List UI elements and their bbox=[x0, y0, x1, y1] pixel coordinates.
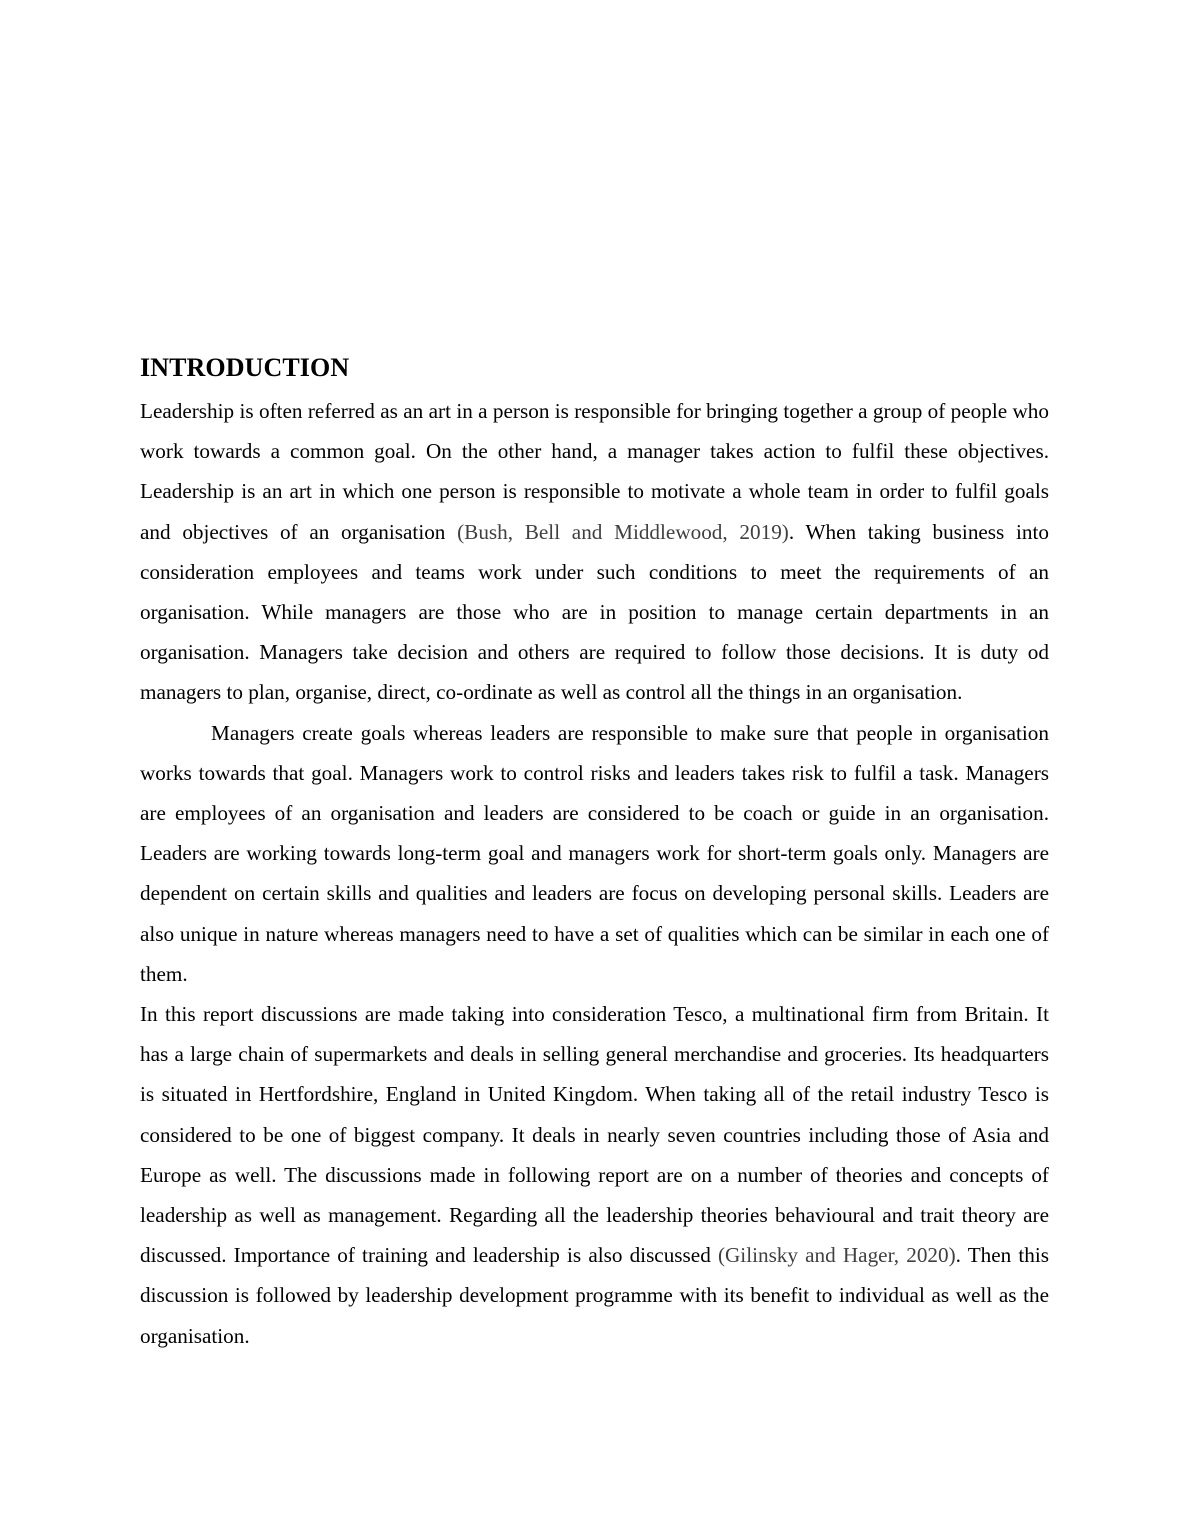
paragraph-2 bbox=[140, 713, 1049, 994]
section-heading: INTRODUCTION bbox=[140, 353, 350, 382]
paragraph-3-text-before: In this report discussions are made taking into consideration Tesco, a multinational firm from Britain. It has a large chain of supermarkets and deals in selling general merchandise and groceries. Its headquarters is situated in Hertfordshire, England in United Kingdom. When taking all of the retail industry Tesco is considered to be one of biggest company. It deals in nearly seven countries including those of Asia and Europe as well. The discussions made in following report are on a number of theories and concepts of leadership as well as management. Regarding all the leadership theories behavioural and trait theory are discussed. Importance of training and leadership is also discussed bbox=[140, 1002, 1049, 1268]
paragraph-1-text-before: Leadership is often referred as an art in a person is responsible for bringing together a group of people who work towards a common goal. On the other hand, a manager takes action to fulfil these objectives. Leadership is an art in which one person is responsible to motivate a whole team in order to fulfil goals and objectives of an organisation bbox=[140, 399, 1049, 544]
paragraph-2-text: Managers create goals whereas leaders are responsible to make sure that people in organisation works towards that goal. Managers work to control risks and leaders takes risk to fulfil a task. Managers are employees of an organisation and leaders are considered to be coach or guide in an organisation. Leaders are working towards long-term goal and managers work for short-term goals only. Managers are dependent on certain skills and qualities and leaders are focus on developing personal skills. Leaders are also unique in nature whereas managers need to have a set of qualities which can be similar in each one of them. bbox=[140, 720, 1049, 986]
citation-gilinsky-hager: (Gilinsky and Hager, 2020) bbox=[717, 1243, 956, 1268]
paragraph-3-text-after: . Then this discussion is followed by leadership development programme with its benefit to individual as well as the organisation. bbox=[140, 1243, 1049, 1348]
document-body bbox=[140, 350, 1049, 1356]
paragraph-1 bbox=[140, 391, 1049, 713]
paragraph-1-text-after: . When taking business into consideration employees and teams work under such conditions to meet the requirements of an organisation. While managers are those who are in position to manage certain departments in an organisation. Managers take decision and others are required to follow those decisions. It is duty od managers to plan, organise, direct, co-ordinate as well as control all the things in an organisation. bbox=[140, 519, 1049, 705]
citation-bush-bell-middlewood: (Bush, Bell and Middlewood, 2019) bbox=[457, 519, 789, 544]
paragraph-3 bbox=[140, 994, 1049, 1356]
